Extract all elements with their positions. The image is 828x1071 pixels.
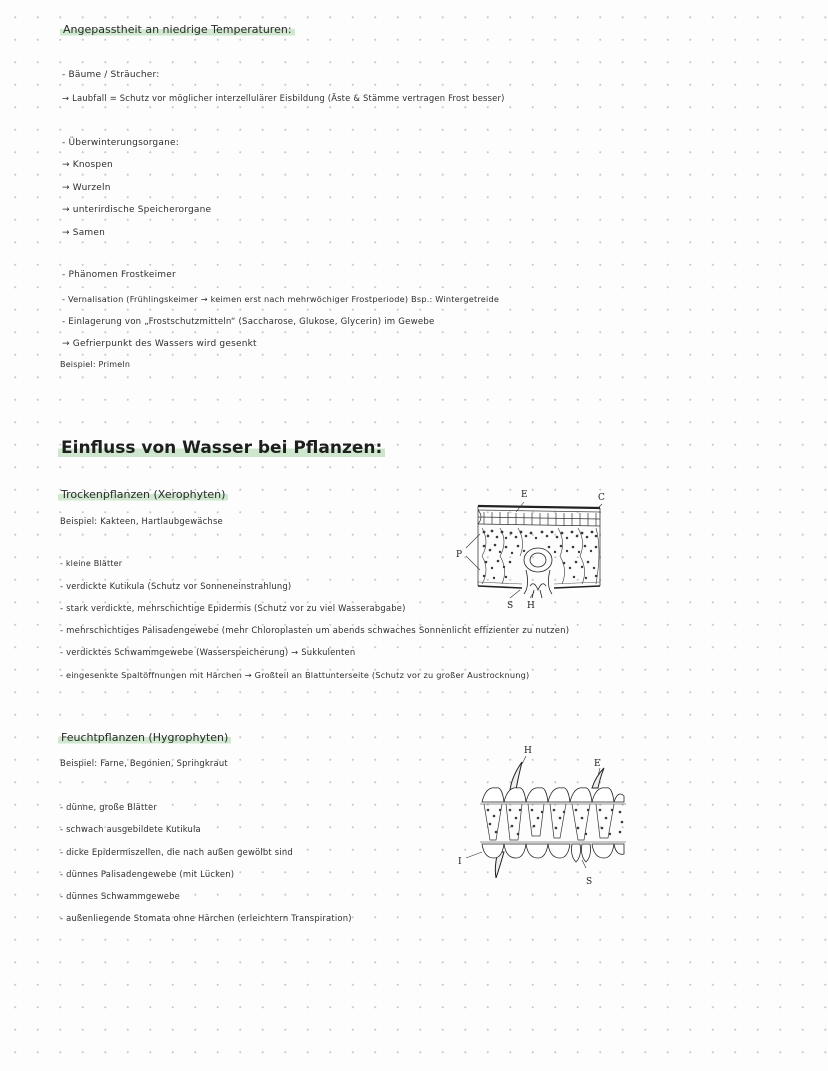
list-item: → Gefrierpunkt des Wassers wird gesenkt xyxy=(62,339,257,349)
example-text: Beispiel: Kakteen, Hartlaubgewächse xyxy=(60,516,223,526)
diagram-label-h: H xyxy=(524,746,532,756)
list-item: → unterirdische Speicherorgane xyxy=(62,205,212,215)
section-title-water: Einfluss von Wasser bei Pflanzen: xyxy=(58,438,385,458)
diagram-label-s: S xyxy=(586,877,593,887)
list-item: → Knospen xyxy=(62,160,113,170)
list-item: - Einlagerung von „Frostschutzmitteln“ (Saccharose, Glukose, Glycerin) im Gewebe xyxy=(62,317,435,327)
list-item: Beispiel: Primeln xyxy=(60,360,131,369)
diagram-label-s: S xyxy=(507,601,514,611)
diagram-label-e: E xyxy=(594,759,601,769)
diagram-label-h: H xyxy=(527,601,535,611)
diagram-label-e: E xyxy=(521,490,528,500)
diagram-label-p: P xyxy=(456,550,463,560)
list-item: → Laubfall = Schutz vor möglicher interzellulärer Eisbildung (Äste & Stämme vertragen Frost besser) xyxy=(62,93,505,103)
diagram-label-i: I xyxy=(458,857,462,867)
list-item: → Samen xyxy=(62,228,106,238)
subsection-title-xerophytes: Trockenpflanzen (Xerophyten) xyxy=(58,488,228,501)
list-item: - dünne, große Blätter xyxy=(60,802,157,812)
subsection-title-hygrophytes: Feuchtpflanzen (Hygrophyten) xyxy=(58,731,231,744)
diagram-label-c: C xyxy=(598,493,605,503)
list-item: - dicke Epidermiszellen, die nach außen gewölbt sind xyxy=(60,847,293,857)
list-item: - eingesenkte Spaltöffnungen mit Härchen → Großteil an Blattunterseite (Schutz vor zu großer Austrocknung) xyxy=(60,670,530,680)
list-item: - Vernalisation (Frühlingskeimer → keimen erst nach mehrwöchiger Frostperiode) Bsp.: Wintergetreide xyxy=(62,294,500,304)
list-item: - kleine Blätter xyxy=(60,559,123,568)
list-item: - Bäume / Sträucher: xyxy=(62,70,160,80)
list-item: - Überwinterungsorgane: xyxy=(62,138,179,148)
hygrophyte-leaf-diagram xyxy=(456,748,636,878)
list-item: - Phänomen Frostkeimer xyxy=(62,270,176,280)
list-item: → Wurzeln xyxy=(62,183,111,193)
list-item: - verdickte Kutikula (Schutz vor Sonneneinstrahlung) xyxy=(60,581,292,591)
list-item: - schwach ausgebildete Kutikula xyxy=(60,824,201,834)
example-text: Beispiel: Farne, Begonien, Springkraut xyxy=(60,758,228,768)
list-item: - dünnes Schwammgewebe xyxy=(60,891,180,901)
list-item: - außenliegende Stomata ohne Härchen (erleichtern Transpiration) xyxy=(60,913,352,923)
xerophyte-leaf-diagram xyxy=(454,490,624,610)
list-item: - stark verdickte, mehrschichtige Epidermis (Schutz vor zu viel Wasserabgabe) xyxy=(60,603,406,613)
list-item: - verdicktes Schwammgewebe (Wasserspeicherung) → Sukkulenten xyxy=(60,647,356,657)
section-title-temperature: Angepasstheit an niedrige Temperaturen: xyxy=(60,23,295,36)
list-item: - mehrschichtiges Palisadengewebe (mehr Chloroplasten um abends schwaches Sonnenlicht effizienter zu nutzen) xyxy=(60,626,570,636)
list-item: - dünnes Palisadengewebe (mit Lücken) xyxy=(60,869,235,879)
